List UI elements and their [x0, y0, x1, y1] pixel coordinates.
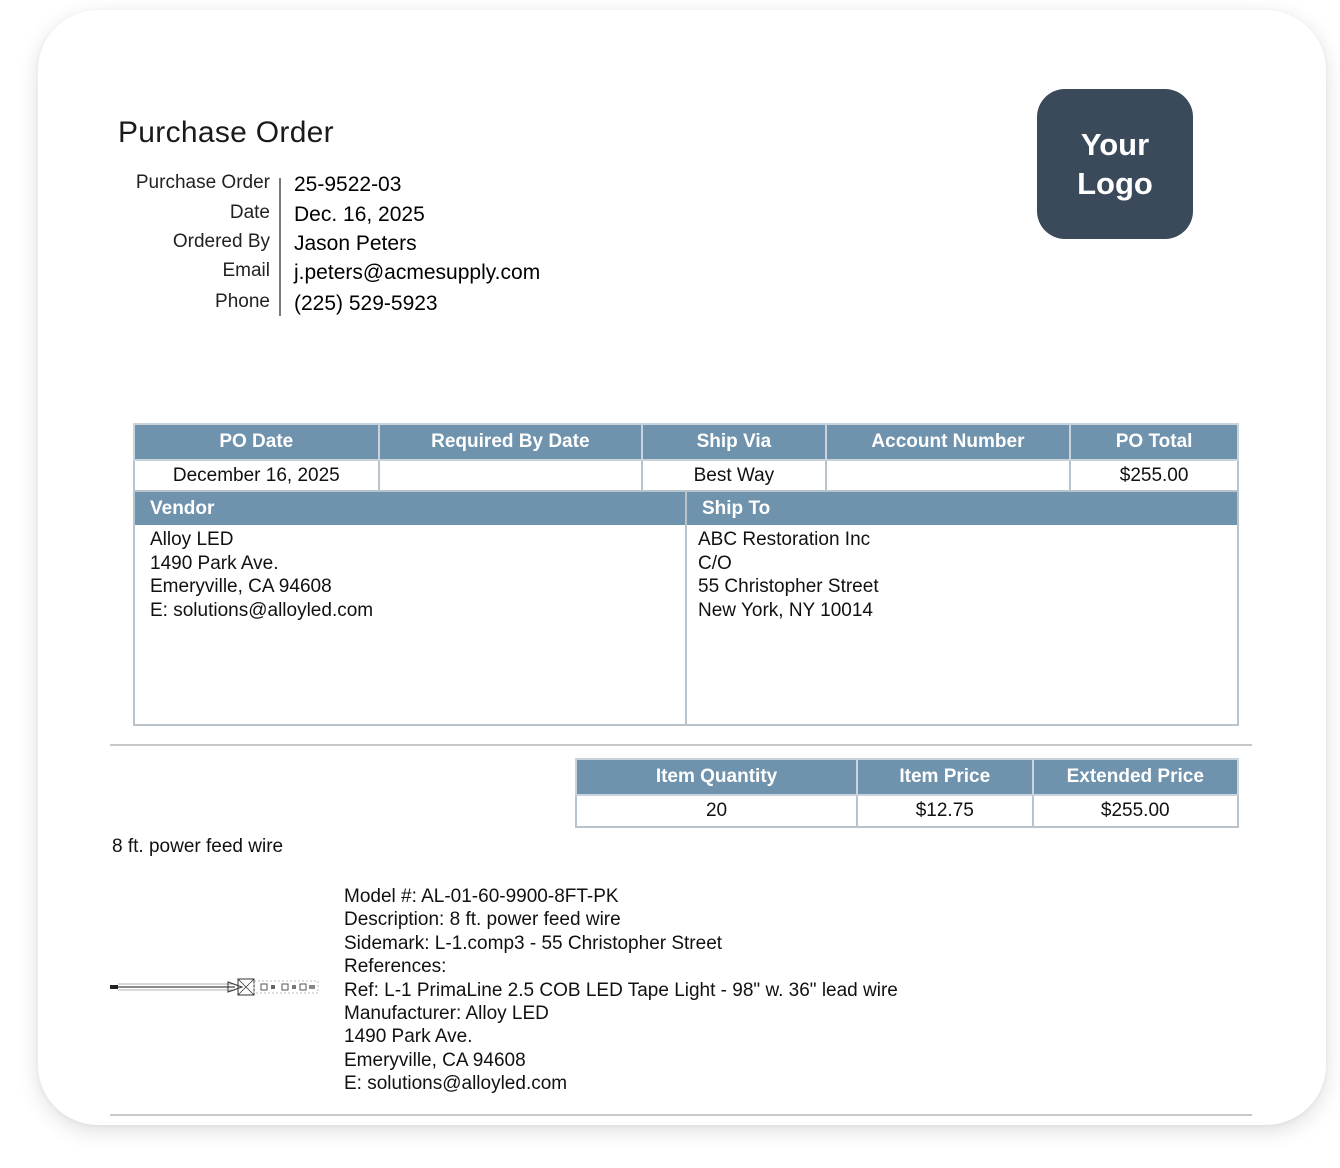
detail-line: Description: 8 ft. power feed wire — [344, 909, 621, 931]
bottom-divider — [110, 1114, 1252, 1116]
extended-price-value: $255.00 — [1033, 795, 1238, 827]
summary-value-row — [134, 460, 1238, 492]
address-line: New York, NY 10014 — [698, 599, 873, 621]
info-label: Purchase Order — [135, 172, 270, 193]
item-title: 8 ft. power feed wire — [112, 836, 284, 857]
detail-line: Sidemark: L-1.comp3 - 55 Christopher Street — [344, 932, 723, 954]
info-row-po-number — [100, 170, 700, 200]
ship-to-header: Ship To — [687, 492, 1237, 525]
logo-line: Your — [1080, 127, 1150, 162]
col-header-account-number: Account Number — [826, 424, 1071, 460]
line-item-header-row — [576, 759, 1238, 795]
line-item-value-row — [576, 795, 1238, 827]
account-number-value — [826, 460, 1071, 492]
item-details — [344, 885, 898, 1096]
ship-to-address — [698, 528, 879, 622]
required-by-value — [379, 460, 643, 492]
info-label: Ordered By — [172, 231, 270, 252]
col-header-extended-price: Extended Price — [1033, 759, 1238, 795]
page-title: Purchase Order — [118, 116, 334, 149]
ship-via-value: Best Way — [642, 460, 826, 492]
item-quantity-value: 20 — [576, 795, 857, 827]
detail-line: E: solutions@alloyled.com — [344, 1073, 568, 1095]
address-line: ABC Restoration Inc — [698, 529, 871, 550]
section-divider — [110, 744, 1252, 746]
po-date-value: December 16, 2025 — [134, 460, 379, 492]
info-row-email — [100, 258, 700, 288]
company-logo — [1037, 89, 1193, 239]
info-value: 25-9522-03 — [294, 173, 402, 196]
logo-line: Logo — [1077, 166, 1153, 201]
vendor-address — [150, 528, 373, 622]
address-divider — [685, 492, 687, 724]
summary-header-row — [134, 424, 1238, 460]
col-header-required-by: Required By Date — [379, 424, 643, 460]
info-label: Date — [229, 202, 270, 223]
info-row-phone — [100, 289, 700, 319]
address-line: Alloy LED — [150, 529, 234, 550]
address-section — [133, 490, 1239, 726]
vendor-header: Vendor — [135, 492, 686, 525]
col-header-po-date: PO Date — [134, 424, 379, 460]
col-header-item-quantity: Item Quantity — [576, 759, 857, 795]
detail-line: Emeryville, CA 94608 — [344, 1049, 526, 1071]
col-header-po-total: PO Total — [1070, 424, 1238, 460]
detail-line: 1490 Park Ave. — [344, 1026, 473, 1048]
info-row-date — [100, 200, 700, 230]
po-summary-table — [133, 423, 1239, 493]
detail-line: Model #: AL-01-60-9900-8FT-PK — [344, 886, 619, 907]
info-value: j.peters@acmesupply.com — [294, 261, 541, 284]
address-line: C/O — [698, 552, 732, 574]
line-item-table — [575, 758, 1239, 828]
address-line: E: solutions@alloyled.com — [150, 599, 374, 621]
info-label: Phone — [215, 291, 270, 312]
address-line: 55 Christopher Street — [698, 576, 879, 597]
po-total-value: $255.00 — [1070, 460, 1238, 492]
info-label: Email — [222, 260, 270, 281]
detail-line: Ref: L-1 PrimaLine 2.5 COB LED Tape Light - 98" w. 36" lead wire — [344, 979, 898, 1001]
info-row-ordered-by — [100, 229, 700, 259]
info-value: Dec. 16, 2025 — [294, 203, 425, 226]
info-value: Jason Peters — [294, 232, 417, 255]
col-header-ship-via: Ship Via — [642, 424, 826, 460]
item-price-value: $12.75 — [857, 795, 1032, 827]
address-line: 1490 Park Ave. — [150, 552, 279, 574]
product-image — [110, 976, 320, 998]
detail-line: Manufacturer: Alloy LED — [344, 1003, 549, 1025]
info-value: (225) 529-5923 — [294, 292, 438, 315]
col-header-item-price: Item Price — [857, 759, 1032, 795]
detail-line: References: — [344, 956, 447, 978]
address-line: Emeryville, CA 94608 — [150, 576, 332, 597]
